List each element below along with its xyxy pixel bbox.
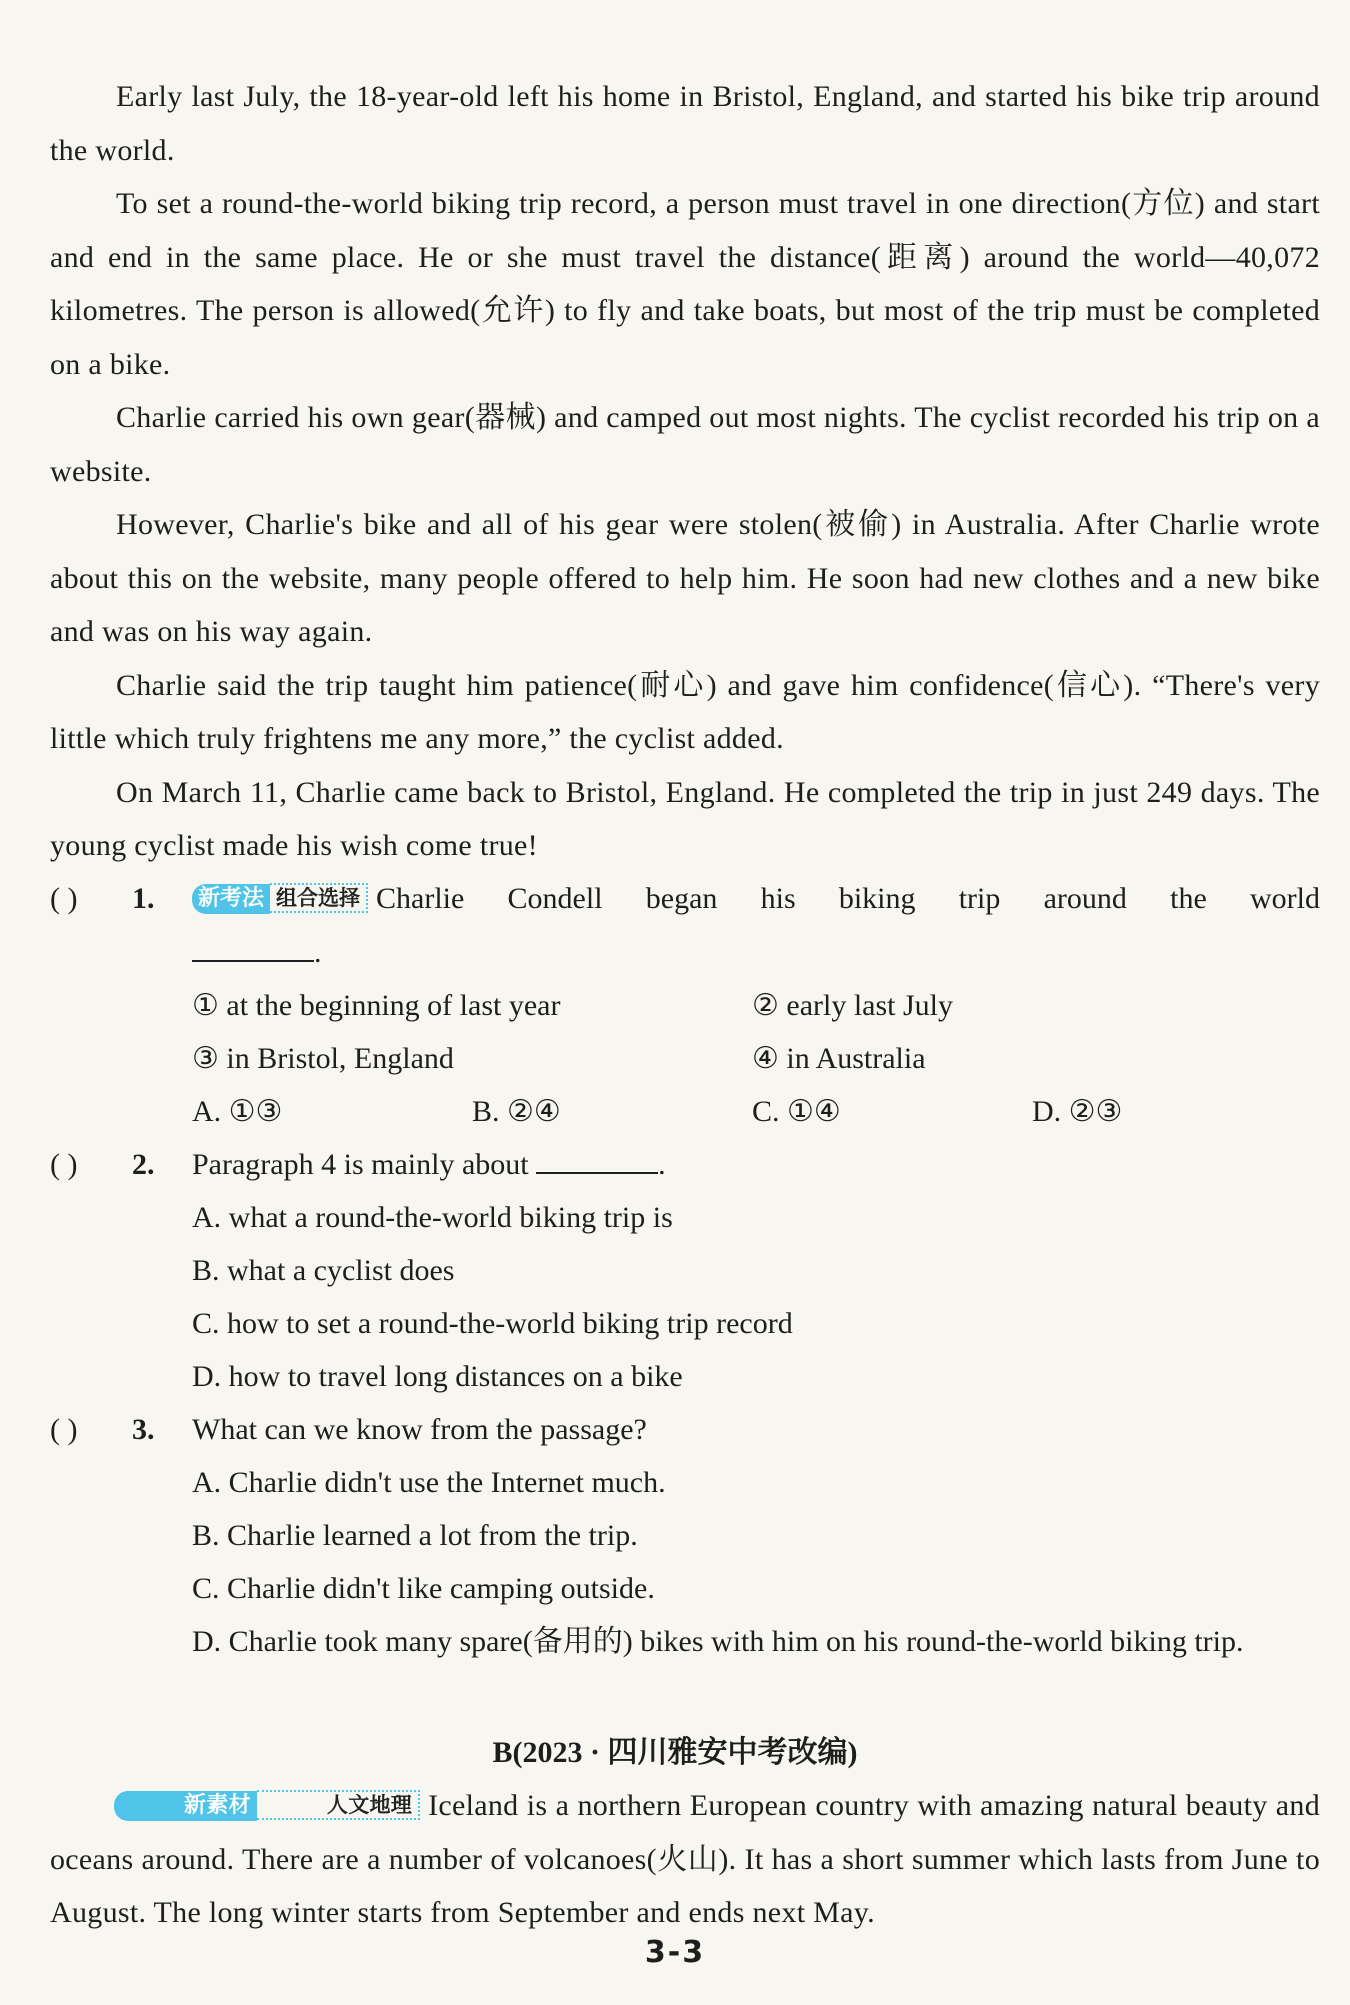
option-a[interactable]: A. ①③ bbox=[192, 1095, 283, 1128]
page-number: 3-3 bbox=[644, 1935, 706, 1970]
blank-line[interactable] bbox=[192, 930, 314, 962]
answer-blank[interactable] bbox=[192, 926, 322, 980]
option-a[interactable]: A. Charlie didn't use the Internet much. bbox=[192, 1466, 666, 1499]
sub-option: ③ in Bristol, England bbox=[192, 1042, 454, 1075]
section-b-heading: B(2023 · 四川雅安中考改编) bbox=[492, 1736, 858, 1769]
answer-bracket[interactable]: ( ) bbox=[50, 1413, 78, 1446]
passage-a bbox=[50, 70, 1320, 873]
blank-period: . bbox=[314, 936, 322, 969]
sub-option: ② early last July bbox=[752, 989, 954, 1022]
sub-option: ④ in Australia bbox=[752, 1042, 926, 1075]
question-text: Charlie Condell began his biking trip around the world bbox=[376, 882, 1320, 915]
option-c[interactable]: C. ①④ bbox=[752, 1095, 841, 1128]
passage-paragraph: Early last July, the 18-year-old left his home in Bristol, England, and started his bike trip around the world. bbox=[50, 80, 1320, 167]
option-c[interactable]: C. how to set a round-the-world biking trip record bbox=[192, 1307, 793, 1340]
option-d[interactable]: D. Charlie took many spare(备用的) bikes with him on his round-the-world biking trip. bbox=[192, 1625, 1244, 1658]
question-1 bbox=[50, 872, 1320, 926]
passage-paragraph: On March 11, Charlie came back to Bristol, England. He completed the trip in just 249 days. The young cyclist made his wish come true! bbox=[50, 775, 1320, 862]
blank-period: . bbox=[658, 1148, 666, 1181]
question-stem bbox=[192, 1403, 1320, 1457]
passage-paragraph bbox=[50, 1779, 1320, 1940]
humanities-geography-tag: 人文地理 bbox=[257, 1790, 420, 1820]
option-d[interactable]: D. ②③ bbox=[1032, 1095, 1123, 1128]
question-stem bbox=[192, 1138, 1320, 1192]
option-b[interactable]: B. Charlie learned a lot from the trip. bbox=[192, 1519, 638, 1552]
option-b[interactable]: B. what a cyclist does bbox=[192, 1254, 455, 1287]
question-2 bbox=[50, 1138, 1320, 1192]
sub-option: ① at the beginning of last year bbox=[192, 989, 561, 1022]
passage-paragraph: Charlie said the trip taught him patience(耐心) and gave him confidence(信心). “There's very little which truly frightens me any more,” the cyclist added. bbox=[50, 668, 1320, 755]
new-material-tag: 新素材 bbox=[114, 1791, 257, 1821]
option-b[interactable]: B. ②④ bbox=[472, 1095, 561, 1128]
passage-paragraph: However, Charlie's bike and all of his gear were stolen(被偷) in Australia. After Charlie wrote about this on the website, many people offered to help him. He soon had new clothes and a new bike and was on his way again. bbox=[50, 508, 1320, 648]
option-d[interactable]: D. how to travel long distances on a bike bbox=[192, 1360, 683, 1393]
passage-paragraph: Charlie carried his own gear(器械) and camped out most nights. The cyclist recorded his trip on a website. bbox=[50, 401, 1320, 488]
combination-choice-tag: 组合选择 bbox=[270, 883, 368, 913]
question-text: Paragraph 4 is mainly about bbox=[192, 1148, 529, 1181]
question-stem bbox=[192, 872, 1320, 926]
new-method-tag: 新考法 bbox=[192, 884, 270, 914]
question-number: 3. bbox=[132, 1413, 155, 1446]
question-3 bbox=[50, 1403, 1320, 1457]
option-c[interactable]: C. Charlie didn't like camping outside. bbox=[192, 1572, 655, 1605]
option-a[interactable]: A. what a round-the-world biking trip is bbox=[192, 1201, 673, 1234]
answer-bracket[interactable]: ( ) bbox=[50, 1148, 78, 1181]
passage-b bbox=[50, 1779, 1320, 1940]
answer-bracket[interactable]: ( ) bbox=[50, 882, 78, 915]
passage-paragraph: To set a round-the-world biking trip record, a person must travel in one direction(方位) and start and end in the same place. He or she must travel the distance(距离) around the world—40,072 kilometres. The person is allowed(允许) to fly and take boats, but most of the trip must be completed on a bike. bbox=[50, 187, 1320, 381]
question-number: 2. bbox=[132, 1148, 155, 1181]
blank-line[interactable] bbox=[536, 1142, 658, 1174]
question-number: 1. bbox=[132, 882, 155, 915]
question-text: What can we know from the passage? bbox=[192, 1413, 647, 1446]
passage-b-text: Iceland is a northern European country with amazing natural beauty and oceans around. There are a number of volcanoes(火山). It has a short summer which lasts from June to August. The long winter starts from September and ends next May. bbox=[50, 1789, 1320, 1929]
